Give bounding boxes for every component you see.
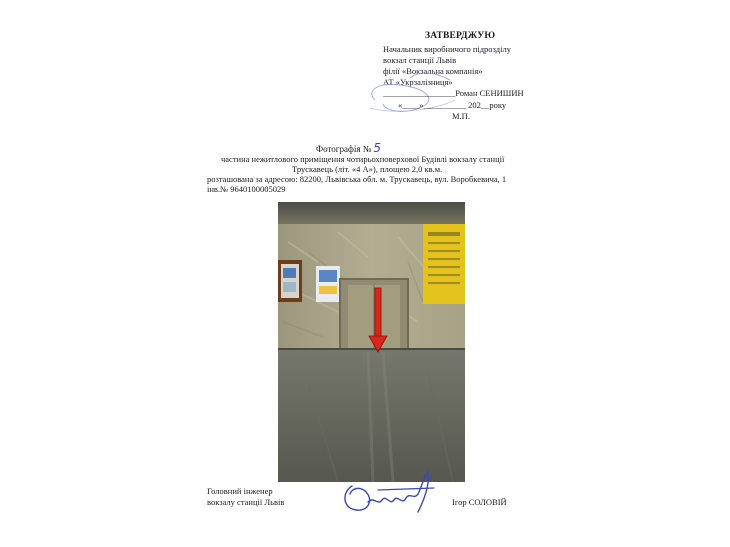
photo-label-text: Фотографія №: [316, 144, 372, 154]
approval-date-line: «____»__________ 202__року: [398, 100, 507, 110]
approval-title: ЗАТВЕРДЖУЮ: [425, 31, 496, 41]
photo-label: [316, 141, 381, 155]
approval-line-3: філії «Вокзальна компанія»: [383, 66, 483, 76]
building-photo: [278, 202, 465, 482]
approval-signature-line: _________________Роман СЕНИШИН: [383, 88, 524, 98]
handwritten-signature: [338, 466, 438, 518]
footer-position-line-1: Головний інженер: [207, 486, 273, 496]
footer-position-line-2: вокзалу станції Львів: [207, 497, 285, 507]
approval-line-1: Начальник виробничого підрозділу: [383, 44, 511, 54]
caption-line-4: інв.№ 9640100005029: [207, 184, 286, 194]
building-photo-image: [278, 202, 465, 482]
approval-line-4: АТ «Укрзалізниця»: [383, 77, 453, 87]
footer-name: Ігор СОЛОВІЙ: [452, 497, 507, 507]
caption-line-1: частина нежитлового приміщення чотирьохповерхової Будівлі вокзалу станції: [221, 154, 505, 164]
seal-place: М.П.: [452, 111, 470, 121]
photo-number: 5: [373, 141, 381, 155]
caption-line-2: Трускавець (літ. «4 А»), площею 2,0 кв.м.: [292, 164, 443, 174]
caption-line-3: розташована за адресою: 82200, Львівська обл. м. Трускавець, вул. Воробкевича, 1: [207, 174, 507, 184]
approval-line-2: вокзал станції Львів: [383, 55, 457, 65]
